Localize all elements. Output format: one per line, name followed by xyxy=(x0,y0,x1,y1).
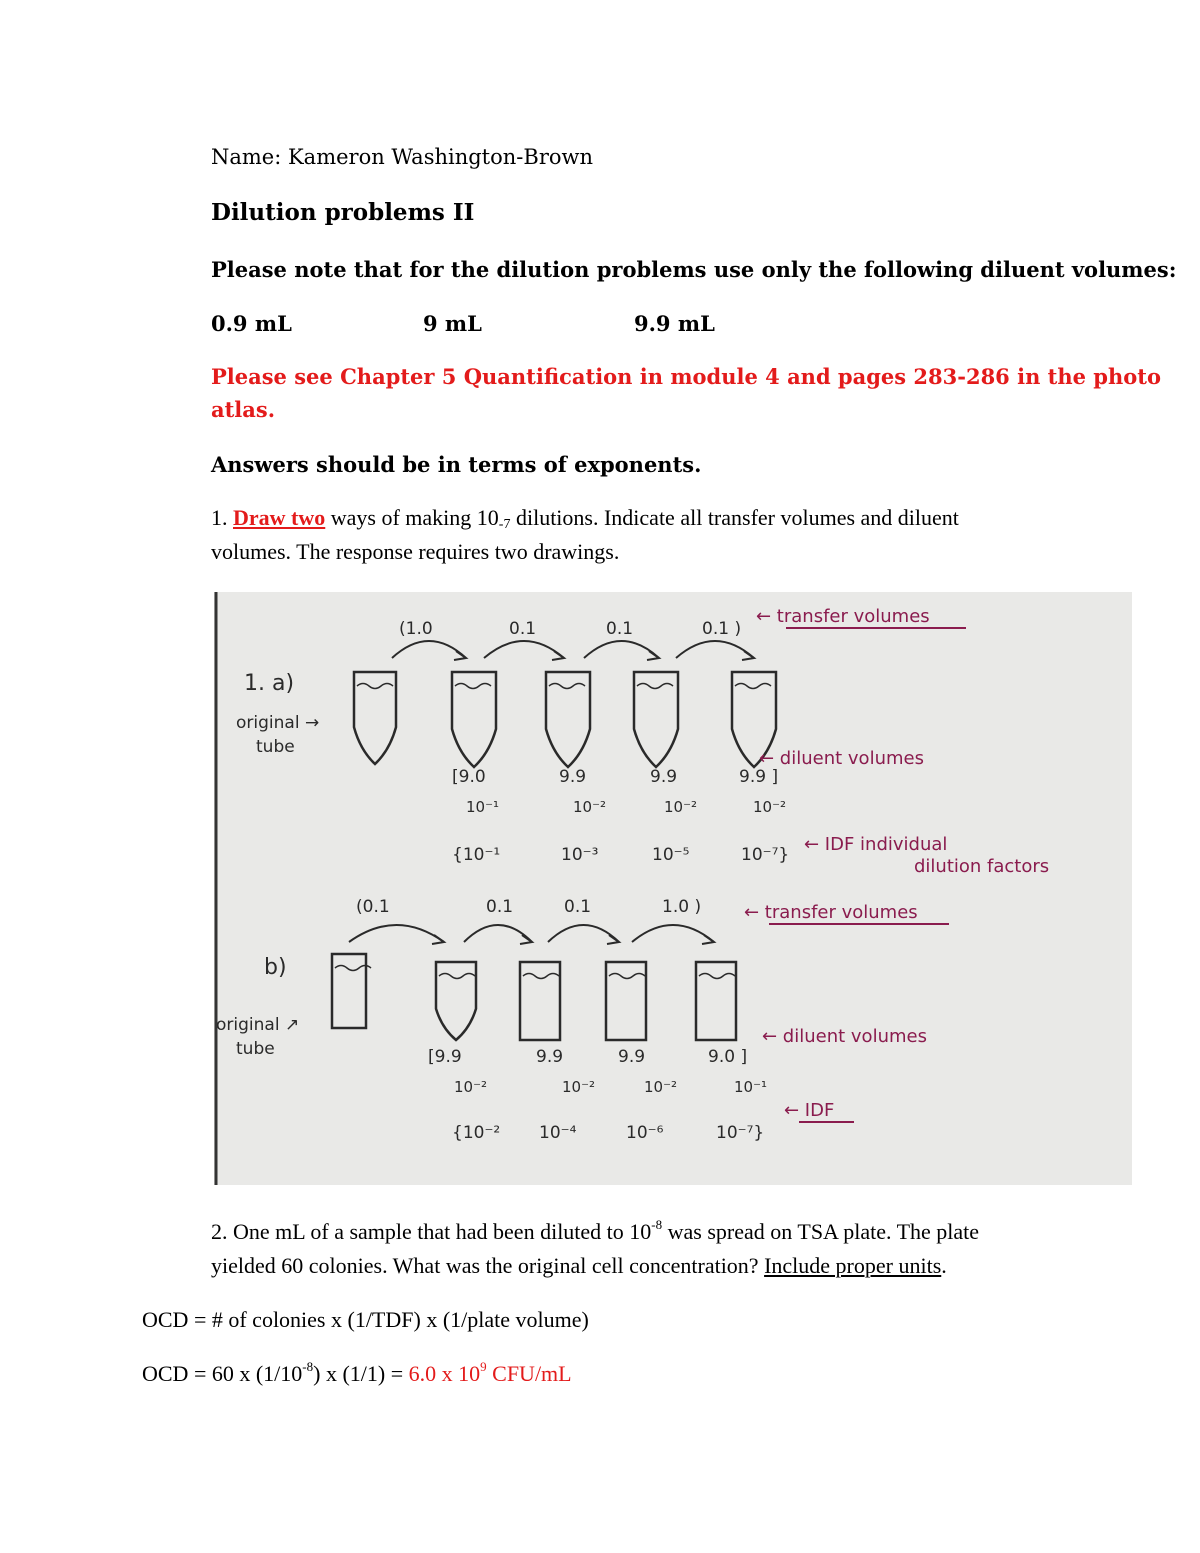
question-1-text-b: dilutions. Indicate all transfer volumes and diluent xyxy=(515,505,959,530)
question-1-text-a: ways of making 10 xyxy=(330,505,499,530)
cumulative-dilution-b-4: 10⁻⁷} xyxy=(716,1123,765,1143)
part-b-transfer-legend: ← transfer volumes xyxy=(744,902,918,923)
dilution-factor-a-3: 10⁻² xyxy=(664,798,698,816)
volume-option-1: 0.9 mL xyxy=(211,311,292,336)
exponents-note: Answers should be in terms of exponents. xyxy=(211,452,702,477)
question-2-text-b: was spread on TSA plate. The plate xyxy=(662,1219,980,1244)
dilution-factor-b-2: 10⁻² xyxy=(562,1078,596,1096)
cumulative-dilution-a-1: {10⁻¹ xyxy=(452,845,501,865)
cumulative-dilution-a-3: 10⁻⁵ xyxy=(652,845,690,865)
part-b-original-label: original ↗ xyxy=(216,1015,300,1035)
diluent-volume-a-4: 9.9 ] xyxy=(739,767,779,787)
final-answer-mantissa: 6.0 x 10 xyxy=(408,1361,481,1386)
dilution-factor-a-2: 10⁻² xyxy=(573,798,607,816)
part-b-idf-legend: ← IDF xyxy=(784,1100,835,1121)
cumulative-dilution-a-2: 10⁻³ xyxy=(561,845,599,865)
final-answer-exponent: 9 xyxy=(480,1358,487,1374)
diluent-volume-b-4: 9.0 ] xyxy=(708,1047,748,1067)
diluent-volume-a-3: 9.9 xyxy=(650,767,678,787)
part-a-tube-label: tube xyxy=(256,737,295,757)
diluent-volume-a-1: [9.0 xyxy=(452,767,486,787)
part-a-transfer-legend: ← transfer volumes xyxy=(756,606,930,627)
page-title: Dilution problems II xyxy=(211,199,475,226)
part-a-idf-legend-2: dilution factors xyxy=(914,856,1050,877)
transfer-volume-b-1: (0.1 xyxy=(356,897,390,917)
question-1-exponent: -7 xyxy=(498,517,511,532)
transfer-volume-a-3: 0.1 xyxy=(606,619,634,639)
part-a-original-label: original → xyxy=(236,713,320,733)
draw-two-emphasis: Draw two xyxy=(233,505,326,530)
cumulative-dilution-b-3: 10⁻⁶ xyxy=(626,1123,664,1143)
include-units-emphasis: Include proper units xyxy=(764,1253,942,1278)
dilution-factor-b-4: 10⁻¹ xyxy=(734,1078,768,1096)
formula-line-1: OCD = # of colonies x (1/TDF) x (1/plate volume) xyxy=(142,1307,589,1332)
cumulative-dilution-b-2: 10⁻⁴ xyxy=(539,1123,577,1143)
volume-option-2: 9 mL xyxy=(423,311,482,336)
dilution-drawing-photo xyxy=(214,592,1132,1185)
question-2-line-2-text: yielded 60 colonies. What was the original cell concentration? xyxy=(211,1253,765,1278)
diluent-volume-b-1: [9.9 xyxy=(428,1047,462,1067)
transfer-volume-a-2: 0.1 xyxy=(509,619,537,639)
part-b-label: b) xyxy=(264,955,287,980)
question-2-period: . xyxy=(941,1253,947,1278)
final-answer xyxy=(408,1358,572,1386)
question-2-line-2 xyxy=(211,1253,947,1279)
part-a-idf-legend: ← IDF individual xyxy=(804,834,948,855)
dilution-factor-b-3: 10⁻² xyxy=(644,1078,678,1096)
volume-option-3: 9.9 mL xyxy=(634,311,715,336)
diluent-volume-a-2: 9.9 xyxy=(559,767,587,787)
photo-background xyxy=(214,592,1132,1185)
formula-line-2 xyxy=(142,1358,572,1387)
question-2-text-a: 2. One mL of a sample that had been diluted to 10 xyxy=(211,1219,652,1244)
reference-line-2: atlas. xyxy=(211,397,276,422)
formula-exponent: -8 xyxy=(302,1358,314,1374)
transfer-volume-b-2: 0.1 xyxy=(486,897,514,917)
formula-line-2-a: OCD = 60 x (1/10 xyxy=(142,1361,303,1386)
reference-line-1: Please see Chapter 5 Quantification in module 4 and pages 283-286 in the photo xyxy=(211,364,1161,389)
transfer-volume-b-4: 1.0 ) xyxy=(662,897,702,917)
final-answer-units: CFU/mL xyxy=(486,1361,572,1386)
transfer-volume-a-1: (1.0 xyxy=(399,619,433,639)
formula-line-2-b: ) x (1/1) = xyxy=(313,1361,409,1386)
cumulative-dilution-a-4: 10⁻⁷} xyxy=(741,845,790,865)
question-1 xyxy=(211,505,959,531)
cumulative-dilution-b-1: {10⁻² xyxy=(452,1123,501,1143)
question-1-line-2: volumes. The response requires two drawings. xyxy=(211,539,620,564)
question-2-exponent: -8 xyxy=(651,1216,663,1232)
student-name: Name: Kameron Washington-Brown xyxy=(211,145,593,169)
dilution-factor-a-4: 10⁻² xyxy=(753,798,787,816)
diluent-volume-b-3: 9.9 xyxy=(618,1047,646,1067)
dilution-factor-a-1: 10⁻¹ xyxy=(466,798,500,816)
diluent-volume-b-2: 9.9 xyxy=(536,1047,564,1067)
part-a-diluent-legend: ← diluent volumes xyxy=(759,748,924,769)
question-1-number: 1. xyxy=(211,505,228,530)
part-b-diluent-legend: ← diluent volumes xyxy=(762,1026,927,1047)
diluent-note: Please note that for the dilution problems use only the following diluent volumes: xyxy=(211,257,1177,282)
question-2 xyxy=(211,1216,980,1245)
transfer-volume-b-3: 0.1 xyxy=(564,897,592,917)
transfer-volume-a-4: 0.1 ) xyxy=(702,619,742,639)
part-a-label: 1. a) xyxy=(244,671,295,696)
dilution-factor-b-1: 10⁻² xyxy=(454,1078,488,1096)
part-b-tube-label: tube xyxy=(236,1039,275,1059)
